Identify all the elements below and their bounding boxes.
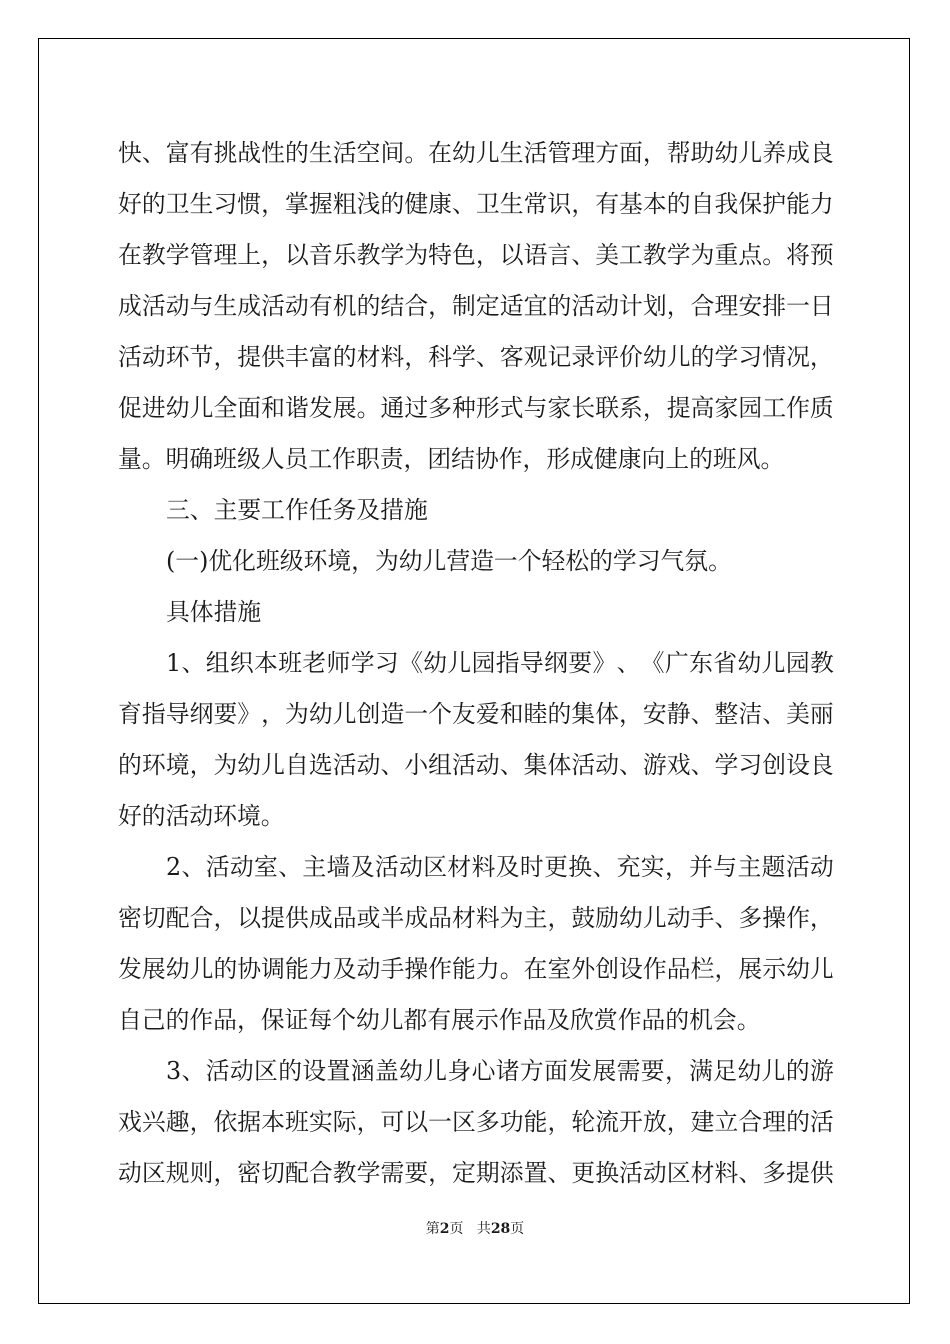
text-line: 2 、 活 动 室 、 主 墙 及 活 动 区 材 料 及 时 更 换 、 充 实 ， 并 与 主 题 活 动 (166, 853, 834, 881)
text-line: 动 区 规 则 ， 密 切 配 合 教 学 需 要 ， 定 期 添 置 、 更 换 活 动 区 材 料 、 多 提 供 (118, 1159, 834, 1187)
text-line: 量。明确班级人员工作职责，团结协作，形成健康向上的班风。 (118, 445, 785, 473)
text-line: 3 、 活 动 区 的 设 置 涵 盖 幼 儿 身 心 诸 方 面 发 展 需 要 ， 满 足 幼 儿 的 游 (166, 1057, 834, 1085)
text-line: 好的活动环境。 (118, 802, 285, 830)
text-line: 快 、 富 有 挑 战 性 的 生 活 空 间 。 在 幼 儿 生 活 管 理 方 面 ， 帮 助 幼 儿 养 成 良 (118, 139, 834, 167)
measures-label: 具体措施 (166, 598, 262, 626)
text-line: 戏 兴 趣 ， 依 据 本 班 实 际 ， 可 以 一 区 多 功 能 ， 轮 流 开 放 ， 建 立 合 理 的 活 (118, 1108, 834, 1136)
text-line: 发 展 幼 儿 的 协 调 能 力 及 动 手 操 作 能 力 。 在 室 外 创 设 作 品 栏 ， 展 示 幼 儿 (118, 955, 834, 983)
footer-total-prefix: 共 (476, 1221, 491, 1237)
text-line: 的 环 境 ， 为 幼 儿 自 选 活 动 、 小 组 活 动 、 集 体 活 动 、 游 戏 、 学 习 创 设 良 (118, 751, 834, 779)
text-line: 自己的作品，保证每个幼儿都有展示作品及欣赏作品的机会。 (118, 1006, 761, 1034)
text-line: 在 教 学 管 理 上 ， 以 音 乐 教 学 为 特 色 ， 以 语 言 、 美 工 教 学 为 重 点 。 将 预 (118, 241, 834, 269)
page-footer (0, 1218, 950, 1238)
total-page-count: 28 (490, 1221, 511, 1237)
text-line: 密 切 配 合 ， 以 提 供 成 品 或 半 成 品 材 料 为 主 ， 鼓 励 幼 儿 动 手 、 多 操 作 ， (118, 904, 834, 932)
section-heading: 三、主要工作任务及措施 (166, 496, 428, 524)
text-line: 育 指 导 纲 要 》 ， 为 幼 儿 创 造 一 个 友 爱 和 睦 的 集 体 ， 安 静 、 整 洁 、 美 丽 (118, 700, 834, 728)
text-line: 成 活 动 与 生 成 活 动 有 机 的 结 合 ， 制 定 适 宜 的 活 动 计 划 ， 合 理 安 排 一 日 (118, 292, 834, 320)
text-line: 好 的 卫 生 习 惯 ， 掌 握 粗 浅 的 健 康 、 卫 生 常 识 ， 有 基 本 的 自 我 保 护 能 力 (118, 190, 834, 218)
text-line: 1 、 组 织 本 班 老 师 学 习 《 幼 儿 园 指 导 纲 要 》 、 《 广 东 省 幼 儿 园 教 (166, 649, 834, 677)
text-line: 促 进 幼 儿 全 面 和 谐 发 展 。 通 过 多 种 形 式 与 家 长 联 系 ， 提 高 家 园 工 作 质 (118, 394, 834, 422)
footer-total-unit: 页 (510, 1221, 525, 1237)
text-line: 活 动 环 节 ， 提 供 丰 富 的 材 料 ， 科 学 、 客 观 记 录 评 价 幼 儿 的 学 习 情 况 ， (118, 343, 834, 371)
footer-prefix: 第 (425, 1221, 440, 1237)
footer-page-unit: 页 (449, 1221, 464, 1237)
subsection-heading: (一)优化班级环境，为幼儿营造一个轻松的学习气氛。 (166, 547, 732, 575)
document-body (118, 128, 834, 1199)
current-page-number: 2 (439, 1221, 450, 1237)
